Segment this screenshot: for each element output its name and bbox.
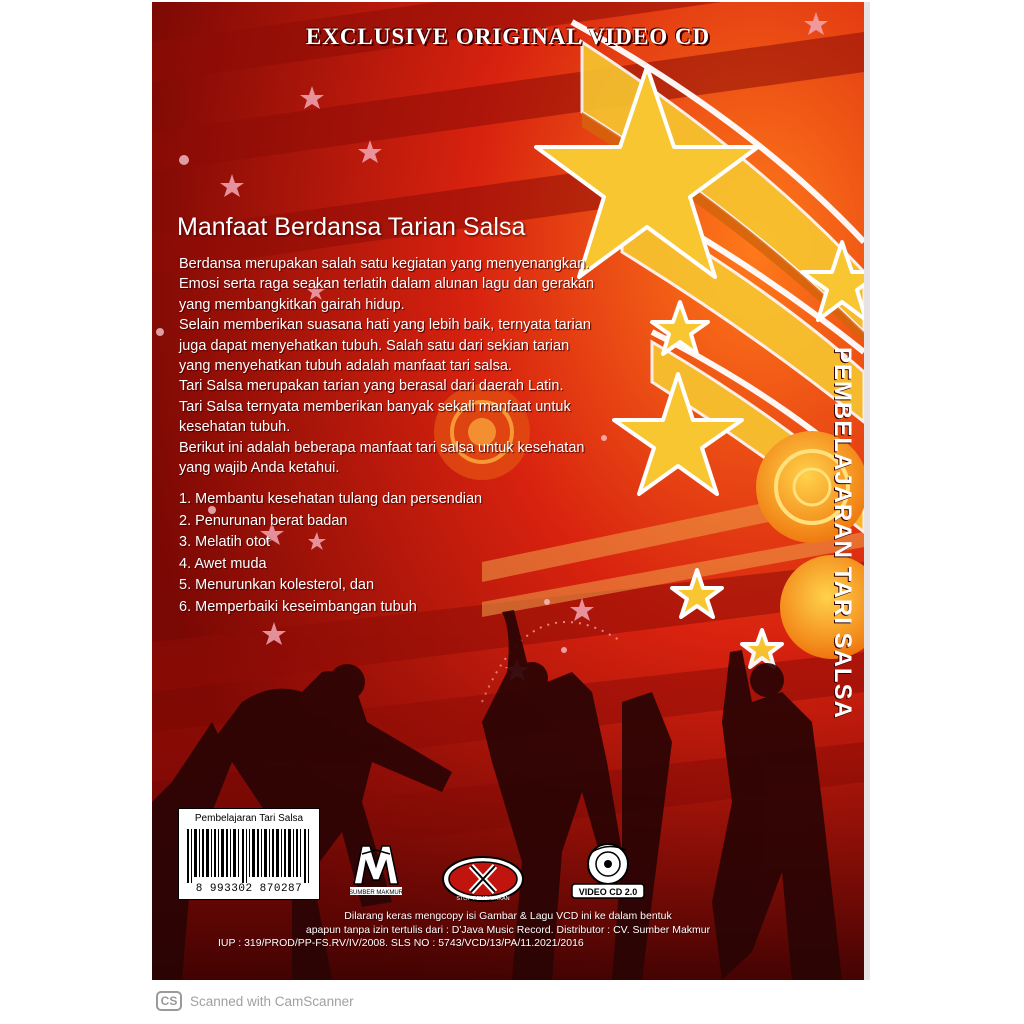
- paragraph-line: Tari Salsa ternyata memberikan banyak sekali manfaat untuk: [179, 398, 571, 415]
- list-item: 1. Membantu kesehatan tulang dan persendian: [179, 491, 483, 507]
- barcode-number: 8 993302 870287: [195, 883, 303, 895]
- sumber-makmur-logo: [348, 840, 404, 898]
- legal-disclaimer: [152, 910, 864, 951]
- disclaimer-line: apapun tanpa izin tertulis dari : D'Java Music Record. Distributor : CV. Sumber Makmur: [305, 923, 711, 936]
- paragraph-line: Berikut ini adalah beberapa manfaat tari salsa untuk kesehatan: [179, 439, 585, 456]
- paragraph-line: yang menyehatkan tubuh adalah manfaat tari salsa.: [179, 358, 512, 375]
- vcd-cover: [152, 2, 864, 980]
- paragraph-line: juga dapat menyehatkan tubuh. Salah satu dari sekian tarian: [179, 337, 570, 354]
- disclaimer-line: Dilarang keras mengcopy isi Gambar & Lagu VCD ini ke dalam bentuk: [344, 910, 672, 922]
- spine-title: PEMBELAJARAN TARI SALSA: [829, 347, 856, 719]
- benefits-list: [179, 489, 482, 618]
- disclaimer-line: IUP : 319/PROD/PP-FS.RV/IV/2008. SLS NO : 5743/VCD/13/PA/11.2021/2016: [218, 937, 584, 949]
- list-item: 3. Melatih otot: [179, 534, 271, 550]
- article-paragraph: [179, 254, 594, 478]
- paragraph-line: Tari Salsa merupakan tarian yang berasal dari daerah Latin.: [179, 378, 564, 395]
- svg-text:STOP PEMBAJAKAN: STOP PEMBAJAKAN: [456, 896, 510, 902]
- page-edge: [864, 2, 870, 980]
- paragraph-line: Emosi serta raga seakan terlatih dalam alunan lagu dan gerakan: [179, 276, 595, 293]
- video-cd-logo: [570, 840, 646, 900]
- paragraph-line: kesehatan tubuh.: [179, 419, 291, 436]
- barcode-label: Pembelajaran Tari Salsa: [194, 813, 304, 824]
- barcode-icon: [185, 829, 313, 883]
- list-item: 4. Awet muda: [179, 555, 267, 572]
- stop-piracy-logo: [441, 854, 525, 904]
- camscanner-icon: CS: [156, 991, 182, 1011]
- svg-text:VIDEO CD 2.0: VIDEO CD 2.0: [578, 887, 638, 897]
- scanner-text: Scanned with CamScanner: [190, 993, 354, 1009]
- list-item: 2. Penurunan berat badan: [179, 512, 348, 529]
- list-item: 6. Memperbaiki keseimbangan tubuh: [179, 598, 417, 615]
- top-title: EXCLUSIVE ORIGINAL VIDEO CD: [305, 24, 711, 49]
- article-heading: Manfaat Berdansa Tarian Salsa: [177, 213, 526, 241]
- barcode-sticker: [178, 808, 320, 900]
- list-item: 5. Menurunkan kolesterol, dan: [179, 577, 375, 593]
- svg-text:SUMBER MAKMUR: SUMBER MAKMUR: [348, 890, 404, 896]
- paragraph-line: Selain memberikan suasana hati yang lebih baik, ternyata tarian: [179, 317, 591, 334]
- paragraph-line: yang membangkitkan gairah hidup.: [179, 296, 405, 313]
- paragraph-line: yang wajib Anda ketahui.: [179, 460, 340, 477]
- paragraph-line: Berdansa merupakan salah satu kegiatan yang menyenangkan.: [179, 256, 590, 272]
- scanner-watermark: [156, 990, 354, 1012]
